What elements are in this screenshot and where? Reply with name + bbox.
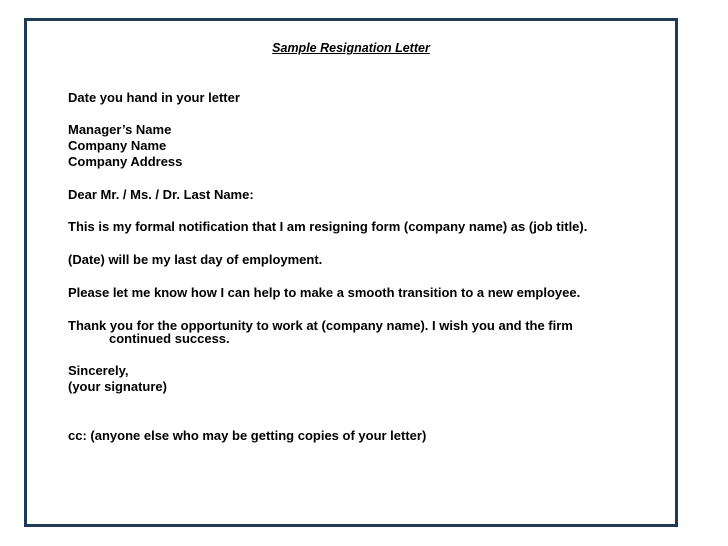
letter-frame [24,18,678,527]
paragraph-transition: Please let me know how I can help to make a smooth transition to a new employee. [68,285,581,300]
paragraph-notification: This is my formal notification that I am resigning form (company name) as (job title). [68,219,588,234]
company-name: Company Name [68,138,167,153]
salutation: Dear Mr. / Ms. / Dr. Last Name: [68,187,254,202]
date-line: Date you hand in your letter [68,90,240,105]
paragraph-thanks-line-1: Thank you for the opportunity to work at (company name). I wish you and the firm [68,318,573,333]
closing: Sincerely, [68,363,129,378]
letter-title: Sample Resignation Letter [272,41,430,55]
manager-name: Manager’s Name [68,122,172,137]
paragraph-thanks-line-2: continued success. [109,331,230,346]
cc-line: cc: (anyone else who may be getting copies of your letter) [68,428,427,443]
signature-placeholder: (your signature) [68,379,167,394]
company-address: Company Address [68,154,183,169]
paragraph-last-day: (Date) will be my last day of employment. [68,252,323,267]
